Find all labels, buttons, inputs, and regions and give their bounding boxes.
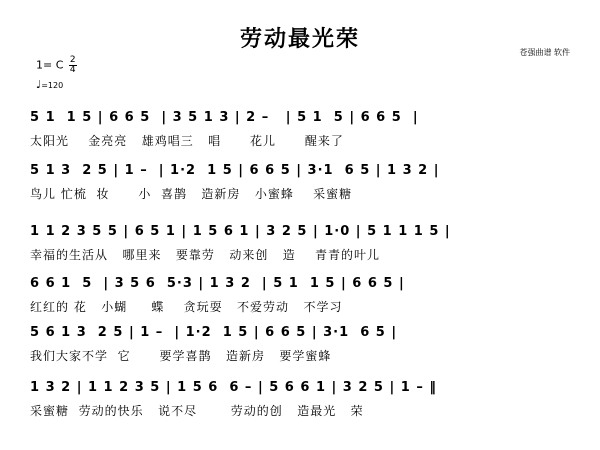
score-line-1 bbox=[30, 110, 575, 154]
notes-row: 5 6 1 3 2 5 | 1 – | 1·2 1 5 | 6 6 5 | 3·1 6 5 | bbox=[30, 325, 398, 340]
key-signature bbox=[36, 56, 77, 75]
notes-row: 5 1 1 5 | 6 6 5 | 3 5 1 3 | 2 – | 5 1 5 | 6 6 5 | bbox=[30, 110, 419, 125]
notes-row: 1 1 2 3 5 5 | 6 5 1 | 1 5 6 1 | 3 2 5 | 1·0 | 5 1 1 1 5 | bbox=[30, 224, 451, 239]
lyrics-row: 我们大家不学 它 要学喜鹊 造新房 要学蜜蜂 bbox=[30, 349, 332, 363]
tempo-marking bbox=[36, 78, 63, 91]
tempo-value: =120 bbox=[41, 81, 64, 90]
notes-row: 1 3 2 | 1 1 2 3 5 | 1 5 6 6 – | 5 6 6 1 | 3 2 5 | 1 – ‖ bbox=[30, 380, 437, 395]
software-credit: 苍强曲谱 软件 bbox=[519, 48, 570, 57]
time-signature bbox=[69, 56, 77, 75]
lyrics-row: 鸟儿 忙梳 妆 小 喜鹊 造新房 小蜜蜂 采蜜糖 bbox=[30, 187, 353, 201]
key-label: 1= C bbox=[36, 58, 64, 72]
lyrics-row: 红红的 花 小蝴 蝶 贪玩耍 不爱劳动 不学习 bbox=[30, 300, 343, 314]
notes-row: 6 6 1 5 | 3 5 6 5·3 | 1 3 2 | 5 1 1 5 | 6 6 5 | bbox=[30, 276, 405, 291]
lyrics-row: 太阳光 金亮亮 雄鸡唱三 唱 花儿 醒来了 bbox=[30, 134, 344, 148]
score-line-5 bbox=[30, 325, 575, 369]
time-signature-top: 2 bbox=[69, 55, 76, 65]
song-title: 劳动最光荣 bbox=[239, 27, 360, 52]
lyrics-row: 幸福的生活从 哪里来 要靠劳 动来创 造 青青的叶儿 bbox=[30, 248, 381, 262]
lyrics-row: 采蜜糖 劳动的快乐 说不尽 劳动的创 造最光 荣 bbox=[30, 404, 364, 418]
score-line-2 bbox=[30, 163, 575, 207]
quarter-note-icon: ♩ bbox=[36, 78, 42, 91]
time-signature-bottom: 4 bbox=[69, 65, 76, 75]
notes-row: 5 1 3 2 5 | 1 – | 1·2 1 5 | 6 6 5 | 3·1 6 5 | 1 3 2 | bbox=[30, 163, 440, 178]
score-line-6 bbox=[30, 380, 575, 424]
score-line-4 bbox=[30, 276, 575, 320]
score-line-3 bbox=[30, 224, 575, 268]
